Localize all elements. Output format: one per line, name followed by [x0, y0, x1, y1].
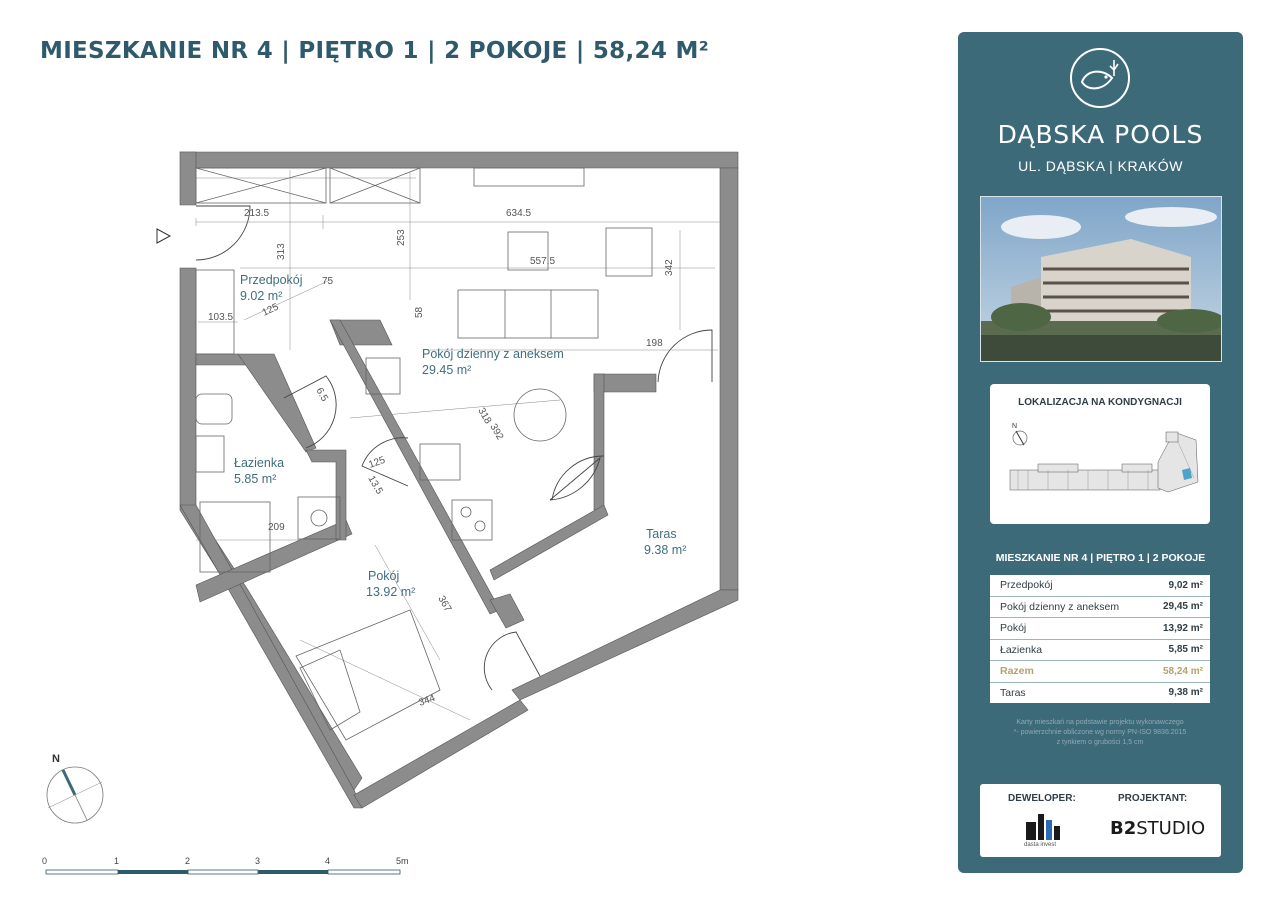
- furniture: [196, 168, 652, 740]
- table-row: [990, 575, 1210, 597]
- scale-tick: 1: [114, 856, 120, 866]
- row-label: Pokój dzienny z aneksem: [1000, 600, 1120, 613]
- row-value: 58,24 m²: [1162, 665, 1203, 677]
- table-row: [990, 597, 1210, 619]
- table-row: [990, 683, 1210, 704]
- designer-label: PROJEKTANT:: [1118, 793, 1188, 804]
- developer-label: DEWELOPER:: [1008, 793, 1076, 804]
- row-label: Pokój: [1000, 622, 1027, 635]
- scale-tick: 0: [42, 856, 48, 866]
- entrance-arrow-icon: [157, 229, 170, 243]
- room-area: 13.92 m²: [366, 585, 416, 599]
- dimension: 634.5: [506, 208, 532, 219]
- room-area: 9.38 m²: [644, 543, 687, 557]
- footnote-line: Karty mieszkań na podstawie projektu wykonawczego: [1016, 719, 1184, 726]
- row-value: 13,92 m²: [1162, 622, 1203, 634]
- developer-card: [980, 784, 1221, 857]
- scale-tick: 4: [325, 856, 331, 866]
- designer-name-rest: STUDIO: [1136, 818, 1206, 839]
- dimension: 75: [322, 276, 334, 287]
- developer-subtitle: dasta invest: [1024, 842, 1057, 848]
- dasta-invest-logo-icon: [1024, 812, 1064, 842]
- row-value: 9,02 m²: [1168, 579, 1203, 591]
- room-name: Przedpokój: [240, 273, 303, 287]
- scale-tick: 2: [185, 856, 191, 866]
- location-card: [990, 384, 1210, 524]
- compass-north-label: N: [52, 753, 60, 765]
- scale-bar: [42, 856, 409, 874]
- row-value: 9,38 m²: [1168, 687, 1203, 699]
- dimension: 198: [646, 338, 663, 349]
- row-label: Taras: [1000, 686, 1026, 699]
- brand-name: DĄBSKA POOLS: [997, 120, 1204, 149]
- apartment-header: MIESZKANIE NR 4 | PIĘTRO 1 | 2 POKOJE: [995, 552, 1206, 564]
- room-area: 9.02 m²: [240, 289, 283, 303]
- room-area: 29.45 m²: [422, 363, 472, 377]
- building-photo: [980, 196, 1222, 362]
- dimension: 125: [367, 454, 387, 471]
- room-name: Łazienka: [234, 456, 285, 470]
- dimension: 342: [664, 259, 675, 276]
- table-row: [990, 640, 1210, 662]
- dimension: 58: [414, 306, 425, 318]
- row-value: 5,85 m²: [1168, 644, 1203, 656]
- dimension: 6.5: [313, 386, 330, 404]
- table-row-total: [990, 661, 1210, 683]
- brand-address: UL. DĄBSKA | KRAKÓW: [1018, 158, 1183, 174]
- room-name: Pokój: [368, 569, 400, 583]
- dimension: 103.5: [208, 312, 234, 323]
- area-table: [990, 575, 1210, 703]
- designer-name-bold: B2: [1110, 818, 1137, 839]
- compass-icon: [47, 753, 103, 823]
- room-name: Pokój dzienny z aneksem: [422, 347, 564, 361]
- room-name: Taras: [646, 527, 677, 541]
- page-title: MIESZKANIE NR 4 | PIĘTRO 1 | 2 POKOJE | 58,24 M²: [40, 38, 710, 64]
- dimension: 318: [475, 406, 494, 426]
- dimension: 392: [487, 422, 506, 442]
- dimension: 367: [435, 594, 454, 614]
- footnote-line: *- powierzchnie obliczone wg normy PN-ISO 9836:2015: [1013, 729, 1187, 736]
- floor-location-map: [998, 418, 1204, 508]
- footnote: [990, 718, 1210, 748]
- location-title: LOKALIZACJA NA KONDYGNACJI: [1018, 397, 1182, 408]
- dimension: 557.5: [530, 256, 556, 267]
- designer-logo: [1110, 818, 1205, 839]
- scale-tick: 3: [255, 856, 261, 866]
- dabska-pools-logo-icon: [1068, 46, 1132, 110]
- row-label: Razem: [1000, 665, 1034, 678]
- row-label: Przedpokój: [1000, 579, 1053, 592]
- scale-tick: 5m: [396, 856, 409, 866]
- info-panel: [958, 32, 1243, 873]
- dimension: 253: [396, 229, 407, 246]
- dimension: 213.5: [244, 208, 270, 219]
- dimension: 344: [417, 692, 437, 709]
- footnote-line: z tynkiem o grubości 1,5 cm: [1056, 739, 1144, 746]
- dimension: 209: [268, 522, 285, 533]
- dimension: 13.5: [365, 474, 385, 497]
- room-area: 5.85 m²: [234, 472, 277, 486]
- row-value: 29,45 m²: [1162, 601, 1203, 613]
- row-label: Łazienka: [1000, 643, 1043, 656]
- location-north-label: N: [1012, 423, 1018, 430]
- table-row: [990, 618, 1210, 640]
- dimension: 313: [276, 243, 287, 260]
- dimension: 125: [260, 301, 281, 319]
